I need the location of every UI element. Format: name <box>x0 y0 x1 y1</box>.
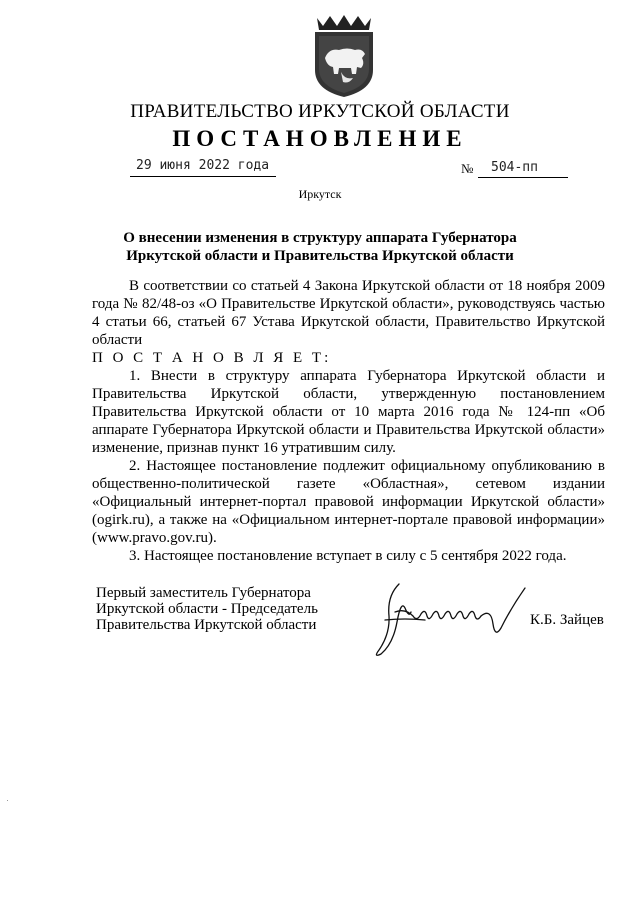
position-line: Иркутской области - Председатель <box>96 601 318 617</box>
item-2: 2. Настоящее постановление подлежит официальному опубликованию в общественно-политической газете «Областная», сетевом издании «Официальный интернет-портал правовой информации Иркутской области» (ogirk.ru), а также на «Официальном интернет-портале правовой информации» (www.pravo.gov.ru). <box>92 458 605 546</box>
document-date: 29 июня 2022 года <box>136 158 270 173</box>
position-line: Первый заместитель Губернатора <box>96 585 311 601</box>
coat-of-arms-icon <box>299 14 389 98</box>
number-sign: № <box>461 161 474 176</box>
document-title: О внесении изменения в структуру аппарата Губернатора Иркутской области и Правительства Иркутской области <box>123 230 517 264</box>
signatory-position <box>96 585 346 633</box>
city: Иркутск <box>298 187 342 201</box>
preamble: В соответствии со статьей 4 Закона Иркутской области от 18 ноября 2009 года № 82/48-оз «О Правительстве Иркутской области», руководствуясь частью 4 статьи 66, статьей 67 Устава Иркутской области, Правительство Иркутской области <box>92 278 605 348</box>
decree-word: П О С Т А Н О В Л Я Е Т: <box>92 350 332 366</box>
signature-icon <box>365 578 540 660</box>
government-name: ПРАВИТЕЛЬСТВО ИРКУТСКОЙ ОБЛАСТИ <box>130 101 510 122</box>
document-type: ПОСТАНОВЛЕНИЕ <box>172 126 468 151</box>
position-line: Правительства Иркутской области <box>96 617 317 633</box>
document-body <box>92 277 605 565</box>
document-number: 504-пп <box>491 160 538 175</box>
number-underline <box>478 177 568 178</box>
scan-speck <box>7 800 8 801</box>
item-3: 3. Настоящее постановление вступает в силу с 5 сентября 2022 года. <box>129 548 567 564</box>
signatory-name: К.Б. Зайцев <box>530 612 604 628</box>
item-1: 1. Внести в структуру аппарата Губернатора Иркутской области и Правительства Иркутской области, утвержденную постановлением Правительства Иркутской области от 10 марта 2016 года № 124-пп «Об аппарате Губернатора Иркутской области и Правительства Иркутской области» изменение, признав пункт 16 утратившим силу. <box>92 368 605 456</box>
date-underline <box>130 176 276 177</box>
